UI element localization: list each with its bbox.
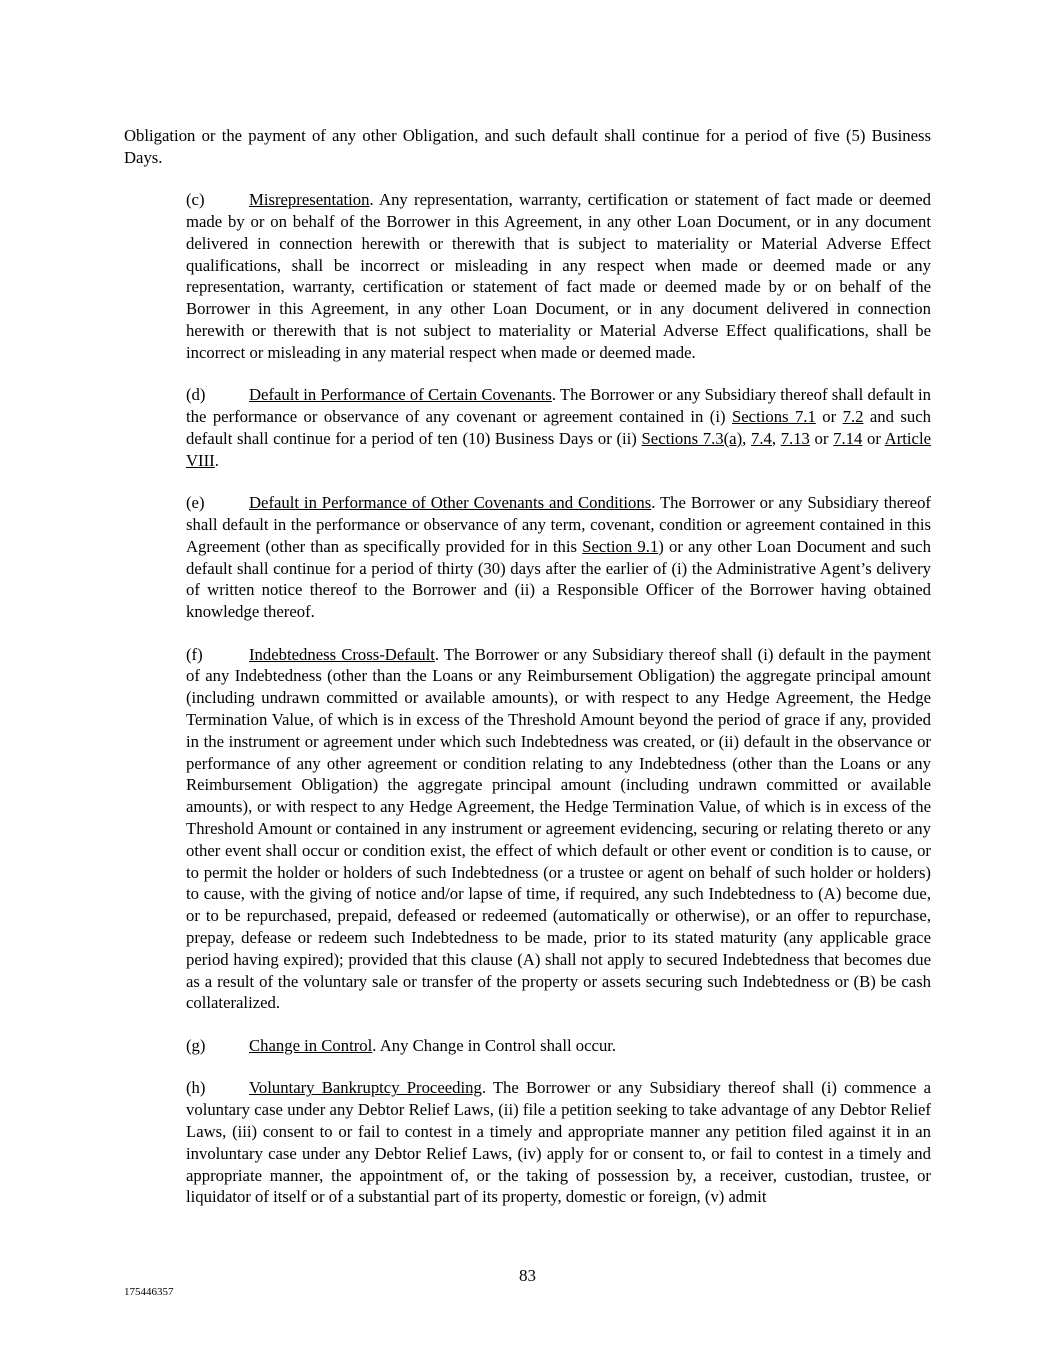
paragraph-text: Obligation or the payment of any other Obligation, and such default shall continue for a period of five (5) Business Days. [124, 126, 931, 167]
clause-label: (c) [186, 190, 205, 210]
paragraph-text: . The Borrower or any Subsidiary thereof shall default in the performance or observance of any term, covenant, condition or agreement contained in this Agreement (other than as specifically provided for in this [186, 493, 931, 556]
section-9-1-h [124, 1077, 931, 1208]
paragraph-text: or [809, 428, 834, 448]
clause-label: (f) [186, 644, 203, 664]
paragraph-text: . [214, 450, 219, 470]
document-body [124, 125, 931, 1229]
clause-heading: Default in Performance of Other Covenants and Conditions [249, 493, 652, 513]
section-9-1-g [124, 1035, 931, 1057]
clause-label: (g) [186, 1035, 206, 1055]
cross-reference: Article VIII [186, 428, 932, 470]
clause-heading: Indebtedness Cross-Default [249, 644, 435, 664]
paragraph-text: . The Borrower or any Subsidiary thereof shall (i) default in the payment of any Indebtedness (other than the Loans or any Reimbursement Obligation) the aggregate principal amount (including undrawn committed or available amounts), or with respect to any Hedge Agreement, the Hedge Termination Value, of which is in excess of the Threshold Amount beyond the period of grace if any, provided in the instrument or agreement under which such Indebtedness was created, or (ii) default in the observance or performance of any other agreement or condition relating to any Indebtedness (other than the Loans or any Reimbursement Obligation) the aggregate principal amount (including undrawn committed or available amounts), or with respect to any Hedge Agreement, the Hedge Termination Value, of which is in excess of the Threshold Amount or contained in any instrument or agreement evidencing, securing or relating thereto or any other event shall occur or condition exist, the effect of which default or other event or condition is to cause, or to permit the holder or holders of such Indebtedness (or a trustee or agent on behalf of such holder or holders) to cause, with the giving of notice and/or lapse of time, if required, any such Indebtedness to (A) become due, or to be repurchased, prepaid, defeased or redeemed (automatically or otherwise), or an offer to repurchase, prepay, defease or redeem such Indebtedness to be made, prior to its stated maturity (any applicable grace period having expired); provided that this clause (A) shall not apply to secured Indebtedness that becomes due as a result of the voluntary sale or transfer of the property or assets securing such Indebtedness or (B) be cash collateralized. [186, 644, 931, 1013]
section-9-1-e [124, 492, 931, 623]
section-9-1-d [124, 384, 931, 471]
paragraph-text: . The Borrower or any Subsidiary thereof shall default in the performance or observance of any covenant or agreement contained in (i) [186, 385, 931, 427]
cross-reference: 7.13 [780, 428, 810, 448]
paragraph-text: . Any Change in Control shall occur. [372, 1035, 617, 1055]
section-9-1-c [124, 189, 931, 363]
clause-heading: Default in Performance of Certain Covenants [249, 385, 552, 405]
document-id: 175446357 [124, 1286, 174, 1298]
cross-reference: 7.14 [833, 428, 863, 448]
section-9-1-f [124, 644, 931, 1015]
clause-label: (e) [186, 493, 205, 513]
cross-reference: Section 9.1 [582, 536, 659, 556]
cross-reference: 7.4 [750, 428, 772, 448]
paragraph-text: . Any representation, warranty, certification or statement of fact made or deemed made by or on behalf of the Borrower in this Agreement, in any other Loan Document, or in any document delivered in connection herewith or therewith that is subject to materiality or Material Adverse Effect qualifications, shall be incorrect or misleading in any respect when made or deemed made or any representation, warranty, certification or statement of fact made or deemed made by or on behalf of the Borrower in this Agreement, in any other Loan Document, or in any document delivered in connection herewith or therewith that is not subject to materiality or Material Adverse Effect qualifications, shall be incorrect or misleading in any material respect when made or deemed made. [186, 190, 931, 362]
cross-reference: 7.2 [842, 407, 864, 427]
paragraph-continuation [124, 125, 931, 169]
clause-heading: Voluntary Bankruptcy Proceeding [249, 1078, 482, 1098]
cross-reference: Sections 7.3(a) [641, 428, 743, 448]
paragraph-text: . The Borrower or any Subsidiary thereof shall (i) commence a voluntary case under any Debtor Relief Laws, (ii) file a petition seeking to take advantage of any Debtor Relief Laws, (iii) consent to or fail to contest in a timely and appropriate manner any petition filed against it in an involuntary case under any Debtor Relief Laws, (iv) apply for or consent to, or fail to contest in a timely and appropriate manner, the appointment of, or the taking of possession by, a receiver, custodian, trustee, or liquidator of itself or of a substantial part of its property, domestic or foreign, (v) admit [186, 1078, 932, 1207]
page-number: 83 [519, 1266, 536, 1285]
cross-reference: Sections 7.1 [731, 407, 816, 427]
clause-label: (d) [186, 385, 206, 405]
paragraph-text: and such default shall continue for a period of ten (10) Business Days or (ii) [186, 407, 931, 448]
clause-heading: Misrepresentation [249, 190, 370, 210]
paragraph-text: or [862, 428, 885, 448]
paragraph-text: , [771, 428, 781, 448]
paragraph-text: ) or any other Loan Document and such default shall continue for a period of thirty (30) days after the earlier of (i) the Administrative Agent’s delivery of written notice thereof to the Borrower and (ii) a Responsible Officer of the Borrower having obtained knowledge thereof. [186, 536, 932, 622]
clause-heading: Change in Control [249, 1035, 373, 1055]
paragraph-text: or [815, 407, 843, 427]
paragraph-text: , [742, 428, 751, 448]
clause-label: (h) [186, 1078, 206, 1098]
